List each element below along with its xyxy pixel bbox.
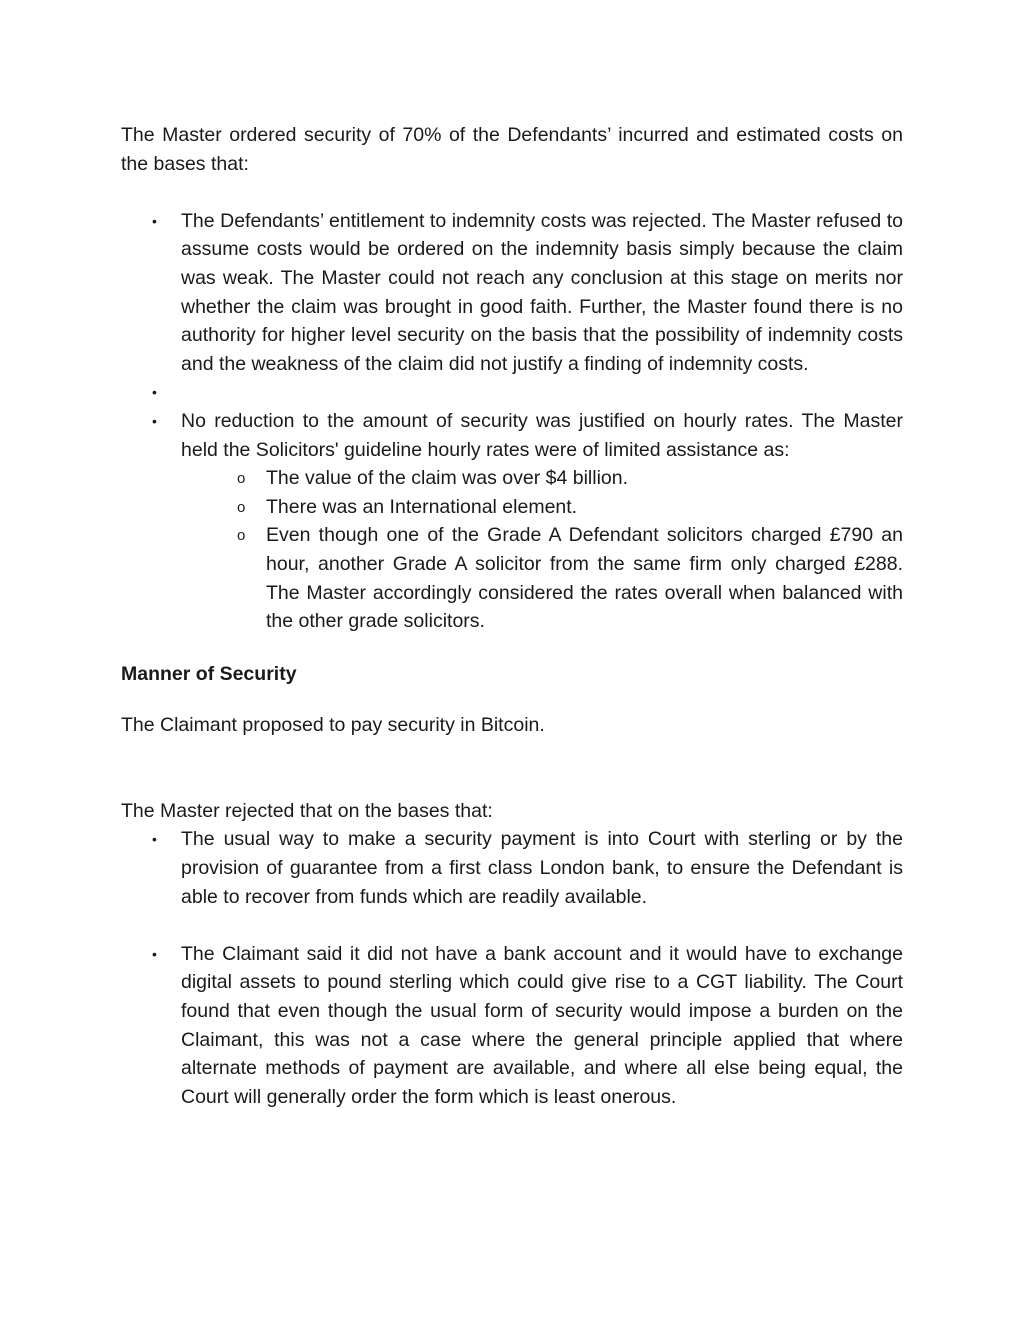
intro-paragraph: The Master ordered security of 70% of the Defendants’ incurred and estimated costs on the bases that: — [121, 124, 903, 175]
bullet-icon: • — [152, 384, 157, 401]
bullet-icon: • — [152, 412, 157, 429]
list-item — [121, 207, 903, 379]
bullet-icon: • — [152, 831, 157, 848]
claimant-proposal-paragraph: The Claimant proposed to pay security in Bitcoin. — [121, 714, 545, 737]
section-heading: Manner of Security — [121, 662, 297, 685]
circle-bullet-icon: o — [237, 470, 246, 488]
sub-list-item — [121, 521, 903, 635]
reasons-list — [121, 207, 903, 636]
rate-point-text: There was an International element. — [266, 495, 578, 518]
rate-points-list — [181, 464, 903, 636]
circle-bullet-icon: o — [237, 527, 246, 545]
bullet-icon: • — [152, 945, 157, 962]
rate-point-text: The value of the claim was over $4 billion. — [266, 467, 629, 490]
rejection-text: The Claimant said it did not have a bank account and it would have to exchange digital assets to pound sterling which could give rise to a CGT liability. The Court found that even though the usual form of security would impose a burden on the Claimant, this was not a case where the general principle applied that where alternate methods of payment are available, and where all else being equal, the Court will generally order the form which is least onerous. — [181, 942, 903, 1108]
rejection-text: The usual way to make a security payment is into Court with sterling or by the provision of guarantee from a first class London bank, to ensure the Defendant is able to recover from funds which are readily available. — [181, 828, 903, 908]
list-item — [121, 940, 903, 1112]
circle-bullet-icon: o — [237, 498, 246, 516]
list-item-empty — [121, 378, 903, 407]
list-item — [121, 825, 903, 911]
bullet-icon: • — [152, 212, 157, 229]
rate-point-text: Even though one of the Grade A Defendant solicitors charged £790 an hour, another Grade A solicitor from the same firm only charged £288. The Master accordingly considered the rates overall when balanced with the other grade solicitors. — [266, 524, 903, 633]
sub-list-item — [121, 493, 903, 522]
list-item — [121, 407, 903, 636]
rejection-list — [121, 825, 903, 1111]
document-page — [121, 121, 903, 1111]
reason-text: The Defendants’ entitlement to indemnity costs was rejected. The Master refused to assume costs would be ordered on the indemnity basis simply because the claim was weak. The Master could not reach any conclusion at this stage on merits nor whether the claim was brought in good faith. Further, the Master found there is no authority for higher level security on the basis that the possibility of indemnity costs and the weakness of the claim did not justify a finding of indemnity costs. — [181, 209, 903, 375]
sub-list-item — [121, 464, 903, 493]
rejection-intro-paragraph: The Master rejected that on the bases that: — [121, 799, 493, 822]
reason-text: No reduction to the amount of security was justified on hourly rates. The Master held the Solicitors' guideline hourly rates were of limited assistance as: — [181, 409, 903, 461]
